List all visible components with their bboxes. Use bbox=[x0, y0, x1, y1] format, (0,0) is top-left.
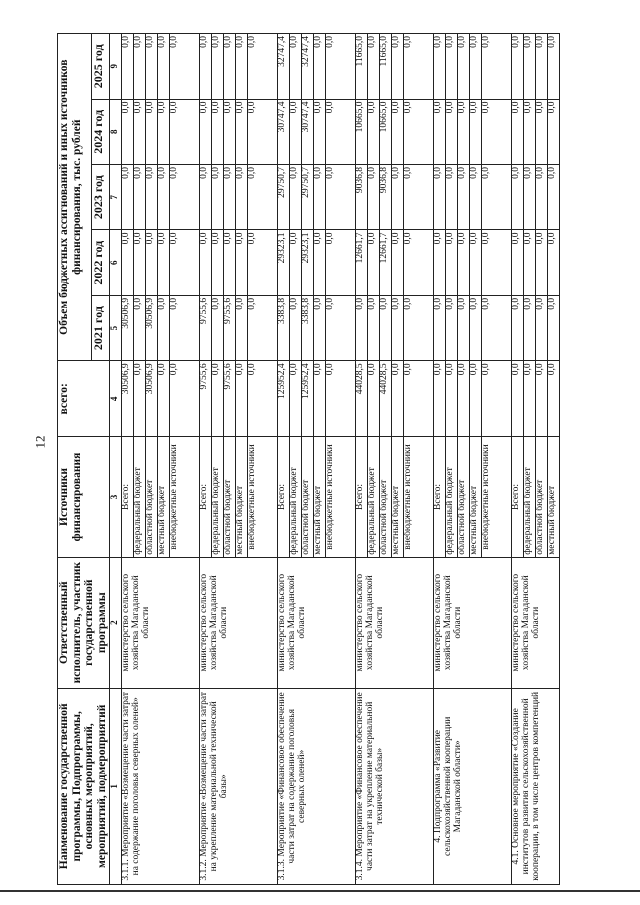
value-cell: 0,0 bbox=[325, 34, 355, 100]
value-cell: 0,0 bbox=[199, 230, 211, 295]
program-name-cell: 4. Подпрограмма «Развитие сельскохозяйственной кооперации Магаданской области» bbox=[433, 688, 511, 884]
value-cell: 0,0 bbox=[211, 230, 223, 295]
value-cell: 0,0 bbox=[523, 230, 535, 295]
value-cell: 0,0 bbox=[199, 34, 211, 100]
value-cell: 0,0 bbox=[325, 99, 355, 164]
source-cell: местный бюджет bbox=[547, 437, 559, 557]
executor-cell: министерство сельского хозяйства Магаданской области bbox=[199, 557, 277, 688]
value-cell: 0,0 bbox=[247, 34, 277, 100]
source-cell: федеральный бюджет bbox=[289, 437, 301, 557]
value-cell: 0,0 bbox=[289, 34, 301, 100]
source-cell: Всего: bbox=[121, 437, 133, 557]
value-cell: 0,0 bbox=[433, 230, 445, 295]
value-cell: 0,0 bbox=[133, 165, 145, 230]
value-cell: 0,0 bbox=[121, 165, 133, 230]
value-cell: 0,0 bbox=[325, 295, 355, 360]
value-cell: 0,0 bbox=[391, 361, 403, 437]
value-cell: 29750,7 bbox=[277, 165, 289, 230]
executor-cell: министерство сельского хозяйства Магаданской области bbox=[433, 557, 511, 688]
executor-cell: министерство сельского хозяйства Магаданской области bbox=[511, 557, 559, 688]
value-cell: 9755,6 bbox=[199, 361, 211, 437]
column-number: 3 bbox=[109, 437, 121, 557]
source-cell: Всего: bbox=[277, 437, 289, 557]
value-cell: 0,0 bbox=[247, 230, 277, 295]
value-cell: 0,0 bbox=[523, 165, 535, 230]
value-cell: 0,0 bbox=[457, 165, 469, 230]
value-cell: 0,0 bbox=[523, 34, 535, 100]
value-cell: 9036,8 bbox=[355, 165, 367, 230]
value-cell: 0,0 bbox=[367, 361, 379, 437]
source-cell: местный бюджет bbox=[235, 437, 247, 557]
value-cell: 0,0 bbox=[157, 165, 169, 230]
value-cell: 0,0 bbox=[511, 165, 523, 230]
value-cell: 0,0 bbox=[511, 99, 523, 164]
value-cell: 0,0 bbox=[469, 361, 481, 437]
value-cell: 0,0 bbox=[157, 230, 169, 295]
value-cell: 0,0 bbox=[511, 361, 523, 437]
value-cell: 0,0 bbox=[523, 361, 535, 437]
value-cell: 0,0 bbox=[547, 230, 559, 295]
value-cell: 0,0 bbox=[223, 99, 235, 164]
value-cell: 0,0 bbox=[367, 295, 379, 360]
value-cell: 0,0 bbox=[313, 295, 325, 360]
value-cell: 0,0 bbox=[355, 295, 367, 360]
value-cell: 0,0 bbox=[547, 99, 559, 164]
value-cell: 3383,8 bbox=[277, 295, 289, 360]
value-cell: 0,0 bbox=[511, 295, 523, 360]
source-cell: внебюджетные источники bbox=[481, 437, 511, 557]
value-cell: 9036,8 bbox=[379, 165, 391, 230]
value-cell: 0,0 bbox=[523, 99, 535, 164]
value-cell: 125952,4 bbox=[301, 361, 313, 437]
value-cell: 0,0 bbox=[157, 99, 169, 164]
value-cell: 125952,4 bbox=[277, 361, 289, 437]
value-cell: 0,0 bbox=[199, 99, 211, 164]
source-cell: внебюджетные источники bbox=[403, 437, 433, 557]
source-cell: Всего: bbox=[433, 437, 445, 557]
header-source: Источники финансирования bbox=[58, 437, 110, 557]
value-cell: 0,0 bbox=[445, 295, 457, 360]
value-cell: 0,0 bbox=[121, 230, 133, 295]
value-cell: 0,0 bbox=[403, 230, 433, 295]
value-cell: 0,0 bbox=[211, 361, 223, 437]
source-cell: Всего: bbox=[511, 437, 523, 557]
value-cell: 32747,4 bbox=[277, 34, 289, 100]
value-cell: 0,0 bbox=[367, 99, 379, 164]
value-cell: 0,0 bbox=[445, 99, 457, 164]
value-cell: 0,0 bbox=[433, 165, 445, 230]
source-cell: внебюджетные источники bbox=[325, 437, 355, 557]
table-row bbox=[121, 34, 133, 885]
table-row bbox=[355, 34, 367, 885]
column-number: 6 bbox=[109, 230, 121, 295]
value-cell: 0,0 bbox=[379, 295, 391, 360]
source-cell: внебюджетные источники bbox=[169, 437, 199, 557]
value-cell: 0,0 bbox=[403, 361, 433, 437]
value-cell: 0,0 bbox=[313, 34, 325, 100]
value-cell: 0,0 bbox=[235, 295, 247, 360]
value-cell: 0,0 bbox=[145, 99, 157, 164]
value-cell: 0,0 bbox=[511, 230, 523, 295]
table-header bbox=[58, 34, 122, 885]
value-cell: 9755,6 bbox=[199, 295, 211, 360]
value-cell: 0,0 bbox=[547, 165, 559, 230]
header-year: 2024 год bbox=[91, 99, 109, 164]
source-cell: федеральный бюджет bbox=[523, 437, 535, 557]
value-cell: 0,0 bbox=[457, 295, 469, 360]
value-cell: 0,0 bbox=[145, 165, 157, 230]
value-cell: 10665,0 bbox=[379, 99, 391, 164]
header-name: Наименование государственной программы, Подпрограммы, основных мероприятий, мероприятий, подмероприятий bbox=[58, 688, 110, 884]
value-cell: 0,0 bbox=[157, 361, 169, 437]
value-cell: 0,0 bbox=[247, 99, 277, 164]
budget-table bbox=[57, 33, 560, 885]
value-cell: 0,0 bbox=[433, 99, 445, 164]
column-number: 2 bbox=[109, 557, 121, 688]
source-cell: местный бюджет bbox=[157, 437, 169, 557]
value-cell: 0,0 bbox=[535, 295, 547, 360]
value-cell: 0,0 bbox=[211, 165, 223, 230]
page-number: 12 bbox=[32, 435, 48, 449]
value-cell: 0,0 bbox=[445, 230, 457, 295]
value-cell: 0,0 bbox=[433, 295, 445, 360]
value-cell: 0,0 bbox=[133, 34, 145, 100]
value-cell: 0,0 bbox=[433, 361, 445, 437]
source-cell: областной бюджет bbox=[301, 437, 313, 557]
value-cell: 0,0 bbox=[391, 230, 403, 295]
column-number: 7 bbox=[109, 165, 121, 230]
program-name-cell: 4.1. Основное мероприятие «Создание институтов развития сельскохозяйственной кооперации, в том числе центров компетенций bbox=[511, 688, 559, 884]
value-cell: 0,0 bbox=[313, 165, 325, 230]
table-body bbox=[121, 34, 559, 885]
executor-cell: министерство сельского хозяйства Магаданской области bbox=[355, 557, 433, 688]
value-cell: 0,0 bbox=[535, 165, 547, 230]
value-cell: 0,0 bbox=[535, 361, 547, 437]
value-cell: 30506,9 bbox=[121, 295, 133, 360]
column-number: 4 bbox=[109, 361, 121, 437]
value-cell: 0,0 bbox=[535, 230, 547, 295]
bottom-rule bbox=[0, 890, 640, 892]
value-cell: 0,0 bbox=[445, 34, 457, 100]
source-cell: федеральный бюджет bbox=[211, 437, 223, 557]
source-cell: Всего: bbox=[199, 437, 211, 557]
value-cell: 0,0 bbox=[133, 99, 145, 164]
value-cell: 0,0 bbox=[211, 34, 223, 100]
source-cell: местный бюджет bbox=[469, 437, 481, 557]
value-cell: 0,0 bbox=[547, 34, 559, 100]
value-cell: 0,0 bbox=[133, 230, 145, 295]
value-cell: 30747,4 bbox=[301, 99, 313, 164]
header-executor: Ответственный исполнитель, участник государственной программы bbox=[58, 557, 110, 688]
value-cell: 0,0 bbox=[247, 295, 277, 360]
value-cell: 0,0 bbox=[157, 295, 169, 360]
table-row bbox=[511, 34, 523, 885]
value-cell: 0,0 bbox=[133, 295, 145, 360]
value-cell: 0,0 bbox=[433, 34, 445, 100]
value-cell: 0,0 bbox=[391, 295, 403, 360]
value-cell: 30506,9 bbox=[121, 361, 133, 437]
source-cell: федеральный бюджет bbox=[133, 437, 145, 557]
value-cell: 0,0 bbox=[313, 230, 325, 295]
header-year: 2023 год bbox=[91, 165, 109, 230]
value-cell: 44028,5 bbox=[355, 361, 367, 437]
value-cell: 0,0 bbox=[289, 361, 301, 437]
value-cell: 0,0 bbox=[403, 165, 433, 230]
value-cell: 32747,4 bbox=[301, 34, 313, 100]
header-year: 2022 год bbox=[91, 230, 109, 295]
value-cell: 0,0 bbox=[469, 230, 481, 295]
value-cell: 0,0 bbox=[391, 34, 403, 100]
value-cell: 0,0 bbox=[325, 165, 355, 230]
source-cell: федеральный бюджет bbox=[367, 437, 379, 557]
value-cell: 0,0 bbox=[211, 99, 223, 164]
header-year: 2025 год bbox=[91, 34, 109, 100]
value-cell: 0,0 bbox=[457, 34, 469, 100]
column-number: 5 bbox=[109, 295, 121, 360]
column-number: 1 bbox=[109, 688, 121, 884]
value-cell: 0,0 bbox=[289, 230, 301, 295]
value-cell: 0,0 bbox=[121, 99, 133, 164]
value-cell: 11665,0 bbox=[379, 34, 391, 100]
value-cell: 0,0 bbox=[223, 165, 235, 230]
value-cell: 0,0 bbox=[235, 361, 247, 437]
program-name-cell: 3.1.3. Мероприятие «Финансовое обеспечение части затрат на содержание поголовья северных оленей» bbox=[277, 688, 355, 884]
value-cell: 0,0 bbox=[445, 165, 457, 230]
value-cell: 0,0 bbox=[223, 230, 235, 295]
value-cell: 0,0 bbox=[145, 230, 157, 295]
value-cell: 0,0 bbox=[145, 34, 157, 100]
value-cell: 0,0 bbox=[481, 230, 511, 295]
source-cell: областной бюджет bbox=[379, 437, 391, 557]
value-cell: 0,0 bbox=[199, 165, 211, 230]
header-year: 2021 год bbox=[91, 295, 109, 360]
value-cell: 0,0 bbox=[469, 99, 481, 164]
value-cell: 0,0 bbox=[481, 99, 511, 164]
value-cell: 0,0 bbox=[481, 295, 511, 360]
value-cell: 30506,9 bbox=[145, 295, 157, 360]
table-row bbox=[199, 34, 211, 885]
executor-cell: министерство сельского хозяйства Магаданской области bbox=[277, 557, 355, 688]
value-cell: 0,0 bbox=[403, 99, 433, 164]
value-cell: 0,0 bbox=[469, 295, 481, 360]
value-cell: 0,0 bbox=[535, 34, 547, 100]
rotated-page bbox=[57, 33, 637, 885]
value-cell: 0,0 bbox=[481, 165, 511, 230]
value-cell: 0,0 bbox=[367, 230, 379, 295]
source-cell: местный бюджет bbox=[313, 437, 325, 557]
value-cell: 0,0 bbox=[235, 230, 247, 295]
value-cell: 0,0 bbox=[391, 99, 403, 164]
table-row bbox=[277, 34, 289, 885]
value-cell: 0,0 bbox=[157, 34, 169, 100]
program-name-cell: 3.1.4. Мероприятие «Финансовое обеспечение части затрат на укрепление материальной технической базы» bbox=[355, 688, 433, 884]
source-cell: местный бюджет bbox=[391, 437, 403, 557]
source-cell: областной бюджет bbox=[223, 437, 235, 557]
value-cell: 0,0 bbox=[169, 99, 199, 164]
value-cell: 0,0 bbox=[235, 34, 247, 100]
value-cell: 11665,0 bbox=[355, 34, 367, 100]
column-number: 9 bbox=[109, 34, 121, 100]
value-cell: 0,0 bbox=[289, 295, 301, 360]
value-cell: 9755,6 bbox=[223, 361, 235, 437]
value-cell: 0,0 bbox=[223, 34, 235, 100]
value-cell: 0,0 bbox=[457, 99, 469, 164]
value-cell: 0,0 bbox=[469, 165, 481, 230]
value-cell: 0,0 bbox=[313, 361, 325, 437]
value-cell: 0,0 bbox=[169, 295, 199, 360]
value-cell: 29323,1 bbox=[277, 230, 289, 295]
value-cell: 0,0 bbox=[235, 165, 247, 230]
value-cell: 0,0 bbox=[289, 165, 301, 230]
value-cell: 0,0 bbox=[169, 361, 199, 437]
value-cell: 0,0 bbox=[235, 99, 247, 164]
value-cell: 0,0 bbox=[481, 361, 511, 437]
value-cell: 0,0 bbox=[391, 165, 403, 230]
value-cell: 44028,5 bbox=[379, 361, 391, 437]
source-cell: федеральный бюджет bbox=[445, 437, 457, 557]
value-cell: 0,0 bbox=[169, 230, 199, 295]
value-cell: 0,0 bbox=[313, 99, 325, 164]
column-number: 8 bbox=[109, 99, 121, 164]
value-cell: 0,0 bbox=[211, 295, 223, 360]
executor-cell: министерство сельского хозяйства Магаданской области bbox=[121, 557, 199, 688]
program-name-cell: 3.1.2. Мероприятие «Возмещение части затрат на укрепление материальной технической базы» bbox=[199, 688, 277, 884]
source-cell: областной бюджет bbox=[535, 437, 547, 557]
value-cell: 0,0 bbox=[523, 295, 535, 360]
value-cell: 0,0 bbox=[367, 165, 379, 230]
value-cell: 0,0 bbox=[325, 361, 355, 437]
source-cell: внебюджетные источники bbox=[247, 437, 277, 557]
value-cell: 0,0 bbox=[403, 295, 433, 360]
value-cell: 0,0 bbox=[511, 34, 523, 100]
source-cell: областной бюджет bbox=[145, 437, 157, 557]
value-cell: 30506,9 bbox=[145, 361, 157, 437]
value-cell: 0,0 bbox=[289, 99, 301, 164]
value-cell: 0,0 bbox=[535, 99, 547, 164]
value-cell: 29323,1 bbox=[301, 230, 313, 295]
value-cell: 0,0 bbox=[133, 361, 145, 437]
value-cell: 0,0 bbox=[169, 165, 199, 230]
value-cell: 10665,0 bbox=[355, 99, 367, 164]
header-budget-title: Объем бюджетных ассигнований и иных источников финансирования, тыс. рублей bbox=[58, 34, 92, 361]
value-cell: 0,0 bbox=[445, 361, 457, 437]
value-cell: 0,0 bbox=[169, 34, 199, 100]
value-cell: 0,0 bbox=[247, 165, 277, 230]
value-cell: 0,0 bbox=[121, 34, 133, 100]
value-cell: 12661,7 bbox=[355, 230, 367, 295]
program-name-cell: 3.1.1. Мероприятие «Возмещение части затрат на содержание поголовья северных оленей» bbox=[121, 688, 199, 884]
value-cell: 30747,4 bbox=[277, 99, 289, 164]
value-cell: 0,0 bbox=[481, 34, 511, 100]
value-cell: 0,0 bbox=[325, 230, 355, 295]
header-total: всего: bbox=[58, 361, 110, 437]
table-row bbox=[433, 34, 445, 885]
value-cell: 0,0 bbox=[547, 361, 559, 437]
source-cell: областной бюджет bbox=[457, 437, 469, 557]
value-cell: 3383,8 bbox=[301, 295, 313, 360]
source-cell: Всего: bbox=[355, 437, 367, 557]
value-cell: 0,0 bbox=[469, 34, 481, 100]
column-number-row bbox=[109, 34, 121, 885]
value-cell: 9755,6 bbox=[223, 295, 235, 360]
value-cell: 0,0 bbox=[547, 295, 559, 360]
value-cell: 0,0 bbox=[367, 34, 379, 100]
value-cell: 29750,7 bbox=[301, 165, 313, 230]
value-cell: 12661,7 bbox=[379, 230, 391, 295]
value-cell: 0,0 bbox=[457, 230, 469, 295]
value-cell: 0,0 bbox=[403, 34, 433, 100]
value-cell: 0,0 bbox=[247, 361, 277, 437]
value-cell: 0,0 bbox=[457, 361, 469, 437]
